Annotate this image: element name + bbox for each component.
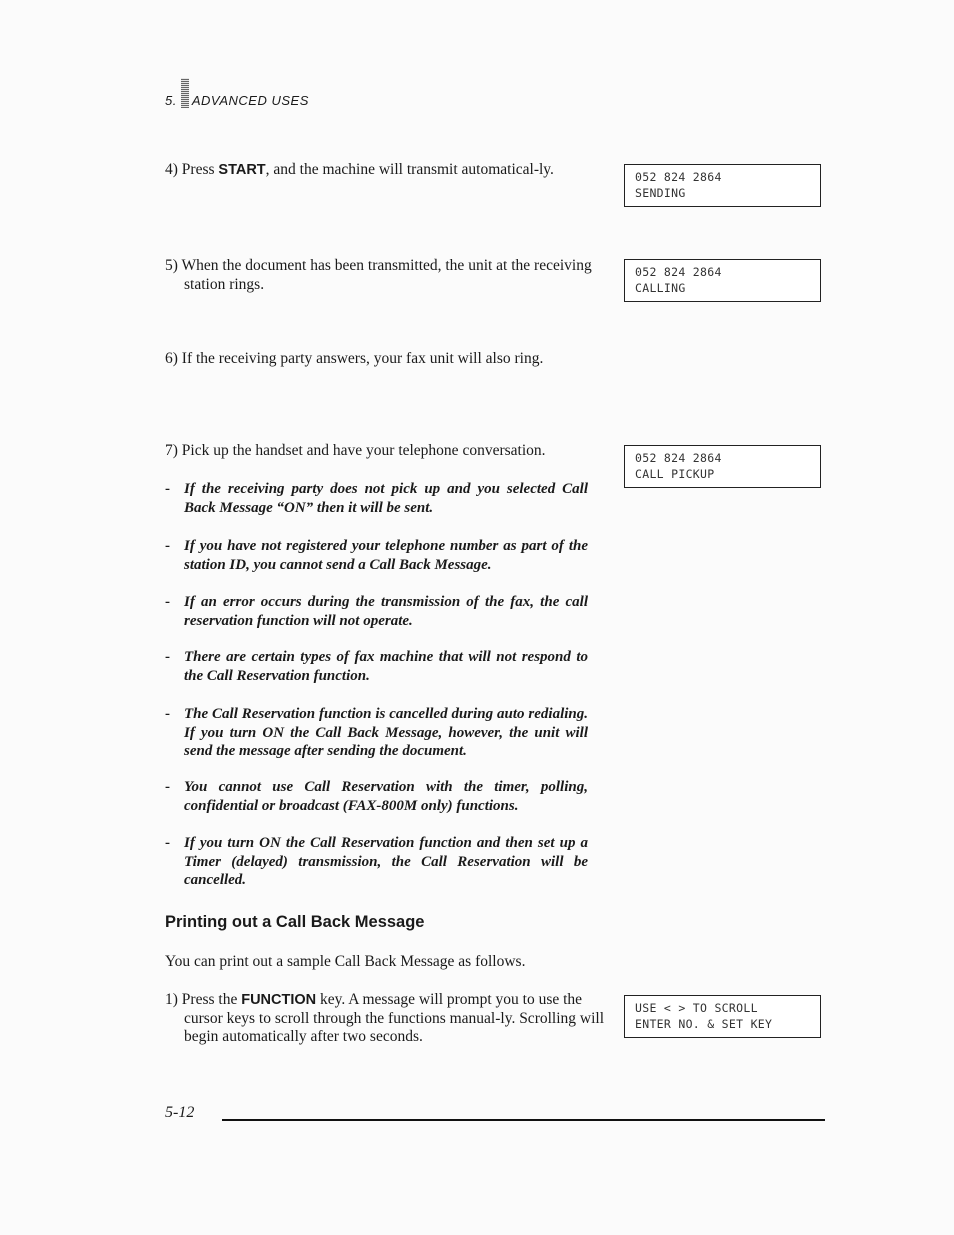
step-text: If the receiving party answers, your fax unit will also ring. bbox=[181, 350, 544, 367]
note-text: There are certain types of fax machine that will not respond to the Call Reservation function. bbox=[184, 649, 588, 684]
page-number: 5-12 bbox=[165, 1104, 195, 1121]
step-text: Press bbox=[181, 161, 219, 178]
step-1 bbox=[165, 991, 607, 1047]
step-number: 4) bbox=[165, 161, 178, 178]
chapter-tab-marker bbox=[181, 78, 189, 108]
note-dash: - bbox=[165, 779, 170, 795]
step-number: 7) bbox=[165, 442, 178, 459]
note-item bbox=[165, 778, 588, 815]
lcd-display-scroll bbox=[624, 995, 821, 1038]
lcd-line-1: 052 824 2864 bbox=[635, 451, 722, 465]
note-item bbox=[165, 705, 588, 761]
step-number: 5) bbox=[165, 257, 178, 274]
lcd-line-1: 052 824 2864 bbox=[635, 170, 722, 184]
note-item bbox=[165, 593, 588, 630]
step-number: 1) bbox=[165, 991, 178, 1008]
note-dash: - bbox=[165, 706, 170, 722]
step-text: key. A message will prompt you to use the cursor keys to scroll through the functions manual-ly. Scrolling will begin automatically after two seconds. bbox=[184, 991, 605, 1045]
note-dash: - bbox=[165, 538, 170, 554]
step-text: When the document has been transmitted, the unit at the receiving station rings. bbox=[181, 257, 592, 293]
step-text: Press the bbox=[181, 991, 242, 1008]
note-dash: - bbox=[165, 481, 170, 497]
note-dash: - bbox=[165, 594, 170, 610]
lcd-display-calling bbox=[624, 259, 821, 302]
step-7 bbox=[165, 442, 607, 461]
step-5 bbox=[165, 257, 607, 294]
step-text: Pick up the handset and have your telephone conversation. bbox=[181, 442, 546, 459]
lcd-line-1: USE < > TO SCROLL bbox=[635, 1001, 758, 1015]
chapter-title: ADVANCED USES bbox=[191, 93, 309, 108]
note-item bbox=[165, 648, 588, 685]
key-name-function: FUNCTION bbox=[241, 992, 317, 1008]
note-dash: - bbox=[165, 835, 170, 851]
lcd-display-sending bbox=[624, 164, 821, 207]
note-text: You cannot use Call Reservation with the timer, polling, confidential or broadcast (FAX-800M only) functions. bbox=[184, 779, 588, 814]
note-dash: - bbox=[165, 649, 170, 665]
lcd-display-call-pickup bbox=[624, 445, 821, 488]
lcd-line-2: CALLING bbox=[635, 280, 686, 295]
step-4 bbox=[165, 161, 607, 180]
note-item bbox=[165, 834, 588, 890]
lcd-line-2: SENDING bbox=[635, 185, 686, 200]
lcd-line-2: ENTER NO. & SET KEY bbox=[635, 1016, 773, 1031]
note-item bbox=[165, 537, 588, 574]
lcd-line-1: 052 824 2864 bbox=[635, 265, 722, 279]
footer-rule bbox=[222, 1119, 825, 1121]
chapter-header bbox=[165, 78, 309, 108]
note-text: If you turn ON the Call Reservation function and then set up a Timer (delayed) transmission, the Call Reservation will be cancelled. bbox=[184, 835, 588, 888]
section-heading: Printing out a Call Back Message bbox=[165, 913, 425, 931]
chapter-number: 5. bbox=[165, 93, 177, 108]
section-intro: You can print out a sample Call Back Message as follows. bbox=[165, 953, 526, 970]
note-text: If the receiving party does not pick up and you selected Call Back Message “ON” then it will be sent. bbox=[184, 481, 588, 516]
note-text: If you have not registered your telephone number as part of the station ID, you cannot send a Call Back Message. bbox=[184, 538, 588, 573]
key-name-start: START bbox=[218, 162, 266, 178]
note-item bbox=[165, 480, 588, 517]
note-text: If an error occurs during the transmission of the fax, the call reservation function will not operate. bbox=[184, 594, 588, 629]
step-6 bbox=[165, 350, 607, 369]
step-text: , and the machine will transmit automatical-ly. bbox=[265, 161, 554, 178]
step-number: 6) bbox=[165, 350, 178, 367]
lcd-line-2: CALL PICKUP bbox=[635, 466, 715, 481]
note-text: The Call Reservation function is cancelled during auto redialing. If you turn ON the Call Back Message, however, the unit will send the message after sending the document. bbox=[184, 706, 588, 759]
